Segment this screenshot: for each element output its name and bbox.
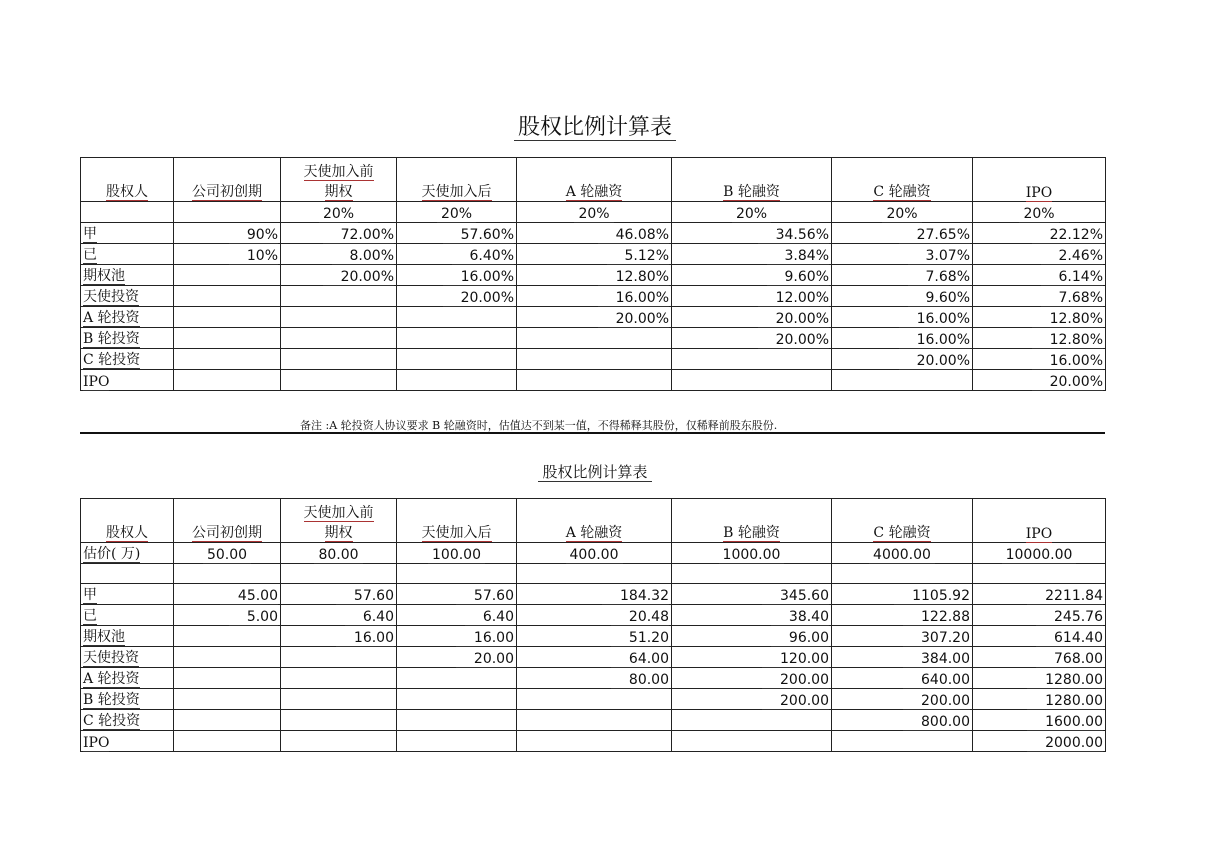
col-series-c: C 轮融资 xyxy=(832,158,973,202)
value-cell xyxy=(174,689,281,710)
table-row xyxy=(81,223,1106,244)
value-cell xyxy=(281,328,397,349)
value-cell: 307.20 xyxy=(832,626,973,647)
value-cell: 2000.00 xyxy=(973,731,1106,752)
valuation-cell: 50.00 xyxy=(174,543,281,564)
table-row xyxy=(81,286,1106,307)
value-cell: 5.00 xyxy=(174,605,281,626)
value-cell xyxy=(174,328,281,349)
value-cell: 20.00% xyxy=(672,307,832,328)
row-label: 甲 xyxy=(81,584,174,605)
table-row xyxy=(81,731,1106,752)
value-cell: 16.00% xyxy=(397,265,517,286)
value-cell xyxy=(281,668,397,689)
dilution-cell: 20% xyxy=(397,202,517,223)
row-label: 天使投资 xyxy=(81,647,174,668)
value-cell: 27.65% xyxy=(832,223,973,244)
value-cell xyxy=(672,349,832,370)
value-cell xyxy=(397,689,517,710)
value-cell xyxy=(174,370,281,391)
value-cell xyxy=(281,370,397,391)
table-row xyxy=(81,328,1106,349)
value-cell: 34.56% xyxy=(672,223,832,244)
value-cell xyxy=(281,689,397,710)
value-cell: 16.00 xyxy=(397,626,517,647)
valuation-cell: 10000.00 xyxy=(973,543,1106,564)
row-label: A 轮投资 xyxy=(81,307,174,328)
col-founding: 公司初创期 xyxy=(174,499,281,543)
value-cell xyxy=(281,307,397,328)
table1-title: 股权比例计算表 xyxy=(480,110,710,141)
value-cell: 64.00 xyxy=(517,647,672,668)
value-cell: 345.60 xyxy=(672,584,832,605)
value-cell: 57.60 xyxy=(397,584,517,605)
value-cell: 16.00% xyxy=(973,349,1106,370)
value-cell: 20.00% xyxy=(973,370,1106,391)
value-cell: 12.80% xyxy=(973,307,1106,328)
dilution-cell: 20% xyxy=(832,202,973,223)
row-label: 天使投资 xyxy=(81,286,174,307)
value-cell: 122.88 xyxy=(832,605,973,626)
value-cell: 20.00% xyxy=(832,349,973,370)
value-cell: 45.00 xyxy=(174,584,281,605)
col-ipo: IPO xyxy=(973,499,1106,543)
value-cell: 57.60 xyxy=(281,584,397,605)
value-cell: 38.40 xyxy=(672,605,832,626)
value-cell: 3.07% xyxy=(832,244,973,265)
value-cell xyxy=(397,731,517,752)
value-cell: 200.00 xyxy=(672,689,832,710)
col-holder: 股权人 xyxy=(81,499,174,543)
value-cell xyxy=(672,710,832,731)
value-cell xyxy=(397,370,517,391)
value-cell: 5.12% xyxy=(517,244,672,265)
value-cell xyxy=(281,731,397,752)
value-cell: 80.00 xyxy=(517,668,672,689)
value-cell: 7.68% xyxy=(973,286,1106,307)
value-cell: 16.00% xyxy=(832,307,973,328)
value-cell: 12.80% xyxy=(517,265,672,286)
value-cell: 184.32 xyxy=(517,584,672,605)
value-cell xyxy=(281,349,397,370)
valuation-cell: 100.00 xyxy=(397,543,517,564)
header-row xyxy=(81,158,1106,202)
value-cell xyxy=(517,328,672,349)
row-label: C 轮投资 xyxy=(81,349,174,370)
table-row xyxy=(81,710,1106,731)
dilution-cell: 20% xyxy=(517,202,672,223)
value-cell: 9.60% xyxy=(832,286,973,307)
col-pre-angel: 天使加入前 期权 xyxy=(281,499,397,543)
divider xyxy=(80,432,1105,434)
value-cell: 96.00 xyxy=(672,626,832,647)
value-cell xyxy=(517,370,672,391)
col-post-angel: 天使加入后 xyxy=(397,499,517,543)
value-cell: 1600.00 xyxy=(973,710,1106,731)
table2-title: 股权比例计算表 xyxy=(510,461,680,482)
value-cell xyxy=(174,626,281,647)
col-holder: 股权人 xyxy=(81,158,174,202)
col-series-a: A 轮融资 xyxy=(517,158,672,202)
table-row xyxy=(81,668,1106,689)
value-cell: 12.00% xyxy=(672,286,832,307)
value-cell: 1280.00 xyxy=(973,668,1106,689)
value-cell xyxy=(517,731,672,752)
value-cell xyxy=(517,710,672,731)
value-cell: 20.00% xyxy=(672,328,832,349)
value-cell: 6.14% xyxy=(973,265,1106,286)
row-label: B 轮投资 xyxy=(81,689,174,710)
col-series-b: B 轮融资 xyxy=(672,158,832,202)
value-cell xyxy=(397,307,517,328)
value-cell: 20.00% xyxy=(281,265,397,286)
value-cell xyxy=(281,647,397,668)
col-ipo: IPO xyxy=(973,158,1106,202)
row-label: 甲 xyxy=(81,223,174,244)
col-series-a: A 轮融资 xyxy=(517,499,672,543)
row-label: 已 xyxy=(81,605,174,626)
value-cell xyxy=(281,710,397,731)
value-cell: 20.00 xyxy=(397,647,517,668)
dilution-cell: 20% xyxy=(973,202,1106,223)
value-cell: 7.68% xyxy=(832,265,973,286)
table-row xyxy=(81,349,1106,370)
valuation-cell: 4000.00 xyxy=(832,543,973,564)
value-cell xyxy=(174,307,281,328)
value-cell: 16.00 xyxy=(281,626,397,647)
dilution-cell: 20% xyxy=(672,202,832,223)
col-series-c: C 轮融资 xyxy=(832,499,973,543)
value-cell xyxy=(397,668,517,689)
value-cell xyxy=(174,647,281,668)
value-cell: 200.00 xyxy=(832,689,973,710)
value-cell: 640.00 xyxy=(832,668,973,689)
table-row xyxy=(81,647,1106,668)
value-cell xyxy=(517,689,672,710)
value-cell: 22.12% xyxy=(973,223,1106,244)
value-cell: 90% xyxy=(174,223,281,244)
valuation-cell: 80.00 xyxy=(281,543,397,564)
table-row xyxy=(81,584,1106,605)
remark-note: 备注 :A 轮投资人协议要求 B 轮融资时，估值达不到某一值，不得稀释其股份，仅稀释前股东股份. xyxy=(300,417,807,434)
value-cell: 12.80% xyxy=(973,328,1106,349)
value-cell xyxy=(672,370,832,391)
value-cell: 10% xyxy=(174,244,281,265)
value-cell: 2211.84 xyxy=(973,584,1106,605)
value-cell: 384.00 xyxy=(832,647,973,668)
valuation-row xyxy=(81,543,1106,564)
table-row xyxy=(81,307,1106,328)
value-cell xyxy=(397,710,517,731)
spacer-row xyxy=(81,564,1106,584)
equity-ratio-table xyxy=(80,157,1106,391)
row-label: IPO xyxy=(81,731,174,752)
value-cell: 6.40% xyxy=(397,244,517,265)
table-row xyxy=(81,370,1106,391)
col-founding: 公司初创期 xyxy=(174,158,281,202)
value-cell xyxy=(281,286,397,307)
value-cell: 2.46% xyxy=(973,244,1106,265)
value-cell: 1105.92 xyxy=(832,584,973,605)
value-cell: 3.84% xyxy=(672,244,832,265)
value-cell: 9.60% xyxy=(672,265,832,286)
table-row xyxy=(81,626,1106,647)
value-cell xyxy=(672,731,832,752)
value-cell xyxy=(517,349,672,370)
value-cell xyxy=(397,328,517,349)
header-row xyxy=(81,499,1106,543)
value-cell xyxy=(174,265,281,286)
value-cell xyxy=(174,731,281,752)
row-label: C 轮投资 xyxy=(81,710,174,731)
row-label: IPO xyxy=(81,370,174,391)
table-row xyxy=(81,689,1106,710)
value-cell: 800.00 xyxy=(832,710,973,731)
row-label: A 轮投资 xyxy=(81,668,174,689)
col-pre-angel: 天使加入前 期权 xyxy=(281,158,397,202)
dilution-row xyxy=(81,202,1106,223)
value-cell: 16.00% xyxy=(832,328,973,349)
value-cell: 200.00 xyxy=(672,668,832,689)
col-post-angel: 天使加入后 xyxy=(397,158,517,202)
row-label: 已 xyxy=(81,244,174,265)
value-cell xyxy=(832,370,973,391)
value-cell: 6.40 xyxy=(397,605,517,626)
valuation-cell: 1000.00 xyxy=(672,543,832,564)
valuation-label: 估价( 万) xyxy=(81,543,174,564)
col-series-b: B 轮融资 xyxy=(672,499,832,543)
value-cell: 120.00 xyxy=(672,647,832,668)
value-cell: 245.76 xyxy=(973,605,1106,626)
value-cell: 51.20 xyxy=(517,626,672,647)
value-cell xyxy=(832,731,973,752)
value-cell xyxy=(397,349,517,370)
value-cell: 57.60% xyxy=(397,223,517,244)
table-row xyxy=(81,244,1106,265)
value-cell: 20.48 xyxy=(517,605,672,626)
valuation-cell: 400.00 xyxy=(517,543,672,564)
value-cell: 8.00% xyxy=(281,244,397,265)
row-label: B 轮投资 xyxy=(81,328,174,349)
row-label: 期权池 xyxy=(81,626,174,647)
value-cell: 72.00% xyxy=(281,223,397,244)
value-cell: 614.40 xyxy=(973,626,1106,647)
value-cell xyxy=(174,286,281,307)
value-cell: 1280.00 xyxy=(973,689,1106,710)
value-cell xyxy=(174,349,281,370)
table-row xyxy=(81,605,1106,626)
value-cell: 46.08% xyxy=(517,223,672,244)
equity-value-table xyxy=(80,498,1106,752)
value-cell: 768.00 xyxy=(973,647,1106,668)
row-label: 期权池 xyxy=(81,265,174,286)
value-cell: 20.00% xyxy=(397,286,517,307)
value-cell: 20.00% xyxy=(517,307,672,328)
value-cell: 6.40 xyxy=(281,605,397,626)
dilution-cell: 20% xyxy=(281,202,397,223)
table-row xyxy=(81,265,1106,286)
value-cell xyxy=(174,710,281,731)
value-cell: 16.00% xyxy=(517,286,672,307)
value-cell xyxy=(174,668,281,689)
